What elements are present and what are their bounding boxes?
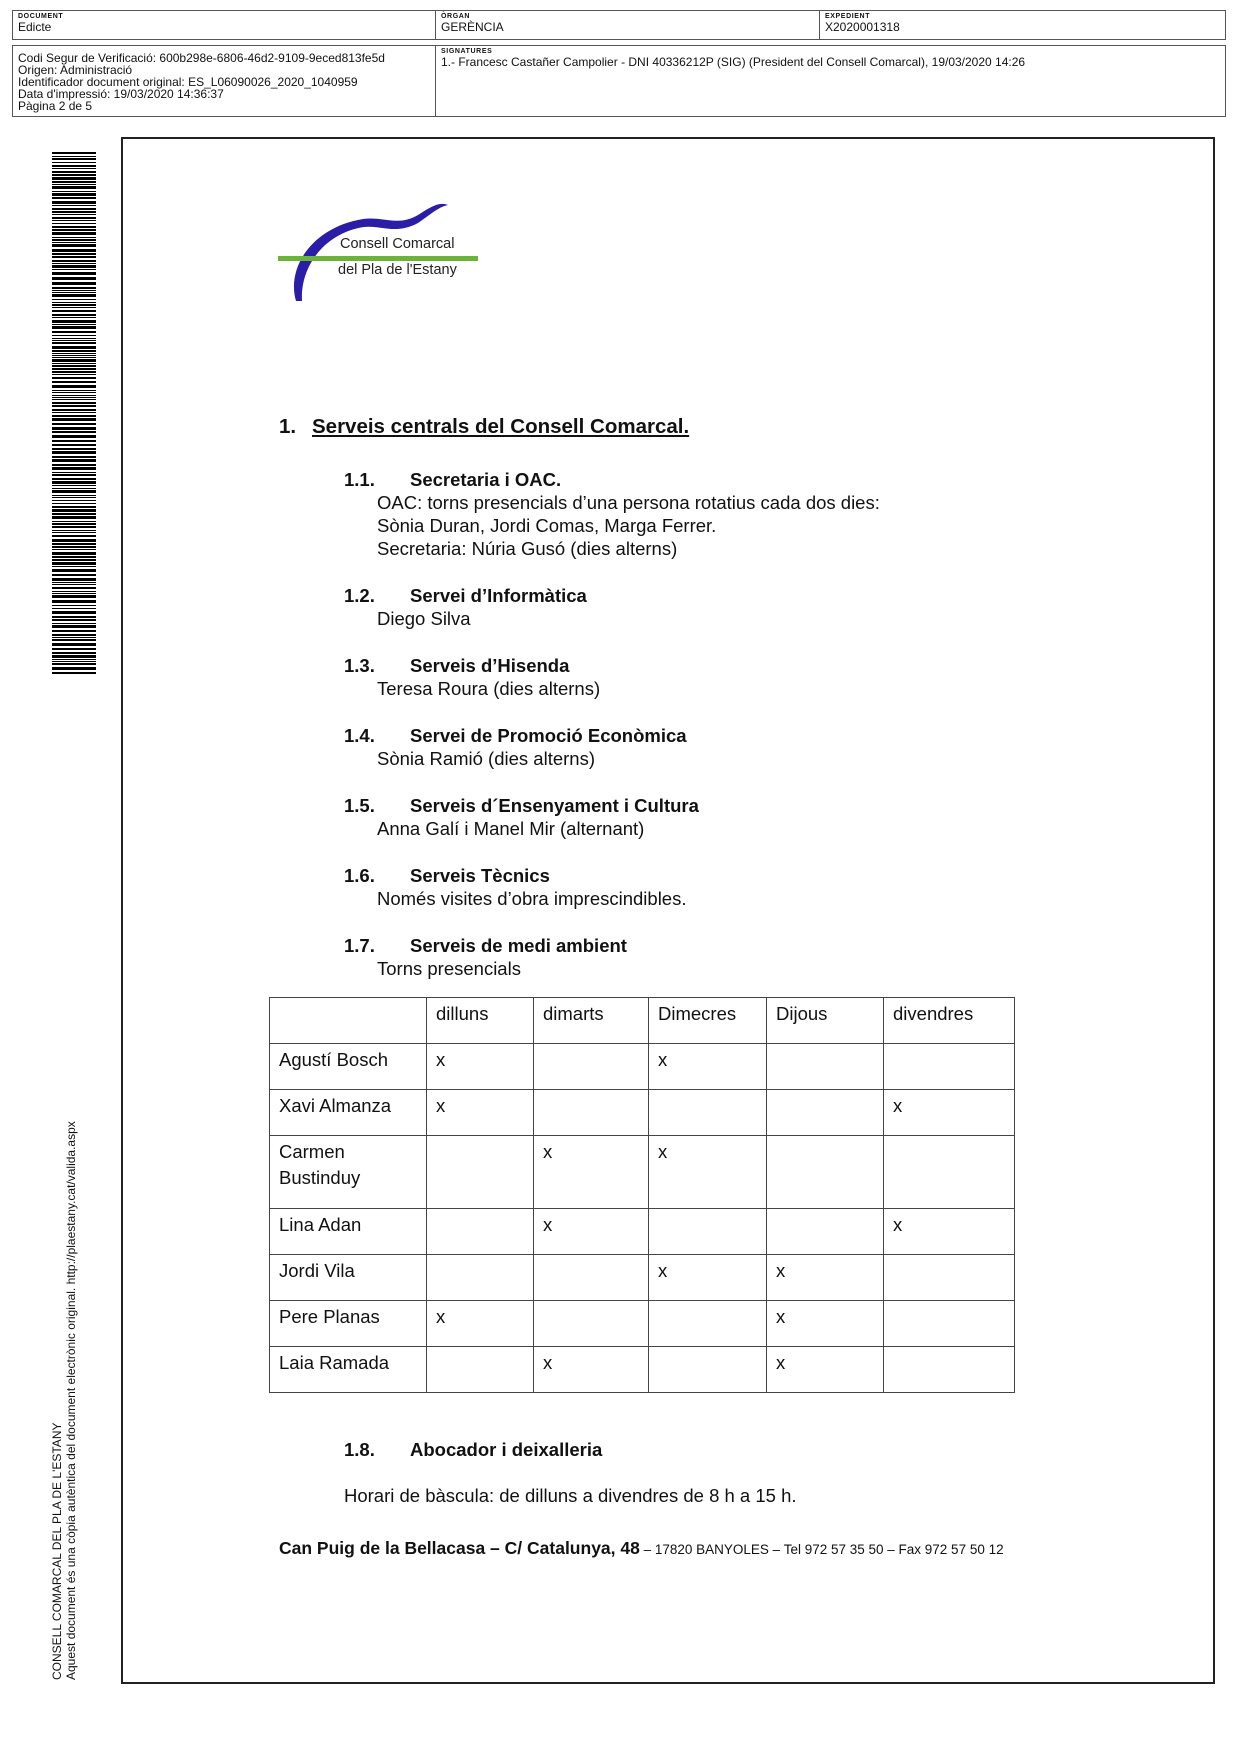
- table-cell: x: [534, 1347, 649, 1393]
- barcode-bar: [52, 427, 96, 430]
- table-cell: [534, 1301, 649, 1347]
- barcode-bar: [52, 431, 96, 433]
- barcode-bar: [52, 272, 96, 275]
- table-cell: [534, 1044, 649, 1090]
- barcode-bar: [52, 395, 96, 396]
- body-line: Sònia Duran, Jordi Comas, Marga Ferrer.: [377, 515, 717, 536]
- subsection-1-6-heading: 1.6. Serveis Tècnics: [344, 865, 550, 886]
- barcode-bar: [52, 177, 96, 180]
- table-cell: x: [427, 1301, 534, 1347]
- signatures-label: SIGNATURES: [441, 48, 493, 55]
- barcode-bar: [52, 513, 96, 515]
- barcode-bar: [52, 397, 96, 398]
- barcode-bar: [52, 643, 96, 646]
- barcode-bar: [52, 350, 96, 352]
- barcode-bar: [52, 587, 96, 589]
- organ-cell: [435, 11, 819, 39]
- barcode-bar: [52, 625, 96, 628]
- barcode-bar: [52, 191, 96, 192]
- table-cell: x: [649, 1136, 767, 1209]
- barcode-bar: [52, 440, 96, 442]
- identifier-text: Identificador document original: ES_L06090026_2020_1040959: [18, 75, 358, 89]
- barcode-bar: [52, 214, 96, 215]
- barcode-bar: [52, 365, 96, 367]
- consell-logo: [278, 197, 493, 307]
- barcode-bar: [52, 184, 96, 185]
- barcode-bar: [52, 481, 96, 484]
- csv-text: Codi Segur de Verificació: 600b298e-6806-46d2-9109-9eced813fe5d: [18, 51, 385, 65]
- barcode-bar: [52, 661, 96, 662]
- barcode-bar: [52, 448, 96, 450]
- table-cell: x: [427, 1090, 534, 1136]
- print-date-text: Data d'impressió: 19/03/2020 14:36:37: [18, 87, 224, 101]
- side-text-line-1: CONSELL COMARCAL DEL PLA DE L'ESTANY: [50, 1422, 64, 1680]
- subsection-1-1-heading: 1.1. Secretaria i OAC.: [344, 469, 562, 490]
- barcode-bar: [52, 156, 96, 157]
- barcode-bar: [52, 226, 96, 228]
- document-page: [121, 137, 1215, 1684]
- table-cell: [427, 1209, 534, 1255]
- table-cell: [884, 1136, 1015, 1209]
- body-line: OAC: torns presencials d’una persona rotatius cada dos dies:: [377, 492, 880, 513]
- barcode-bar: [52, 355, 96, 356]
- table-cell-name: Lina Adan: [270, 1209, 427, 1255]
- barcode-bar: [52, 371, 96, 373]
- barcode-bar: [52, 412, 96, 413]
- barcode-bar: [52, 346, 96, 349]
- barcode-bar: [52, 663, 96, 665]
- barcode-bar: [52, 181, 96, 183]
- barcode-bar: [52, 418, 96, 421]
- barcode-bar: [52, 326, 96, 329]
- table-cell: x: [649, 1044, 767, 1090]
- barcode-bar: [52, 152, 96, 154]
- table-header-cell: Dijous: [767, 998, 884, 1044]
- barcode-bar: [52, 205, 96, 206]
- barcode-bar: [52, 593, 96, 594]
- barcode-bar: [52, 302, 96, 303]
- side-text-line-2: Aquest document és una còpia autèntica del document electrònic original. http://plaestany.cat/valida.aspx: [64, 1121, 78, 1680]
- subsection-1-7-body: [377, 957, 521, 980]
- logo-line-2: del Pla de l'Estany: [338, 262, 457, 278]
- body-line: Secretaria: Núria Gusó (dies alterns): [377, 538, 678, 559]
- barcode-bar: [52, 467, 96, 470]
- table-header-cell: Dimecres: [649, 998, 767, 1044]
- barcode-bar: [52, 290, 96, 291]
- table-cell: x: [884, 1090, 1015, 1136]
- barcode-bar: [52, 282, 96, 285]
- header-top-box: [12, 10, 1226, 40]
- barcode-bar: [52, 497, 96, 498]
- barcode-bar: [52, 490, 96, 493]
- table-cell: [427, 1347, 534, 1393]
- barcode-bar: [52, 532, 96, 533]
- barcode-bar: [52, 451, 96, 454]
- barcode-bar: [52, 552, 96, 555]
- barcode-bar: [52, 652, 96, 654]
- barcode-bar: [52, 405, 96, 407]
- subsection-1-3-heading: 1.3. Serveis d’Hisenda: [344, 655, 570, 676]
- table-cell: x: [767, 1301, 884, 1347]
- barcode-bar: [52, 263, 96, 264]
- barcode-bar: [52, 569, 96, 572]
- barcode-bar: [52, 543, 96, 545]
- document-label: DOCUMENT: [18, 13, 64, 20]
- barcode-bar: [52, 634, 96, 636]
- table-row: [270, 1136, 1015, 1209]
- barcode-bar: [52, 239, 96, 241]
- barcode-bar: [52, 535, 96, 537]
- table-cell: x: [534, 1209, 649, 1255]
- barcode-bar: [52, 287, 96, 289]
- table-cell-name: Jordi Vila: [270, 1255, 427, 1301]
- table-cell: [884, 1347, 1015, 1393]
- side-validation-text: [50, 1121, 78, 1680]
- body-line: Torns presencials: [377, 958, 521, 979]
- table-cell: [649, 1347, 767, 1393]
- barcode-bar: [52, 478, 96, 480]
- barcode-bar: [52, 193, 96, 196]
- barcode-bar: [52, 523, 96, 525]
- barcode-bar: [52, 584, 96, 585]
- barcode-bar: [52, 503, 96, 504]
- table-header-row: [270, 998, 1015, 1044]
- table-cell-name: Agustí Bosch: [270, 1044, 427, 1090]
- barcode-bar: [52, 530, 96, 531]
- table-cell: [427, 1136, 534, 1209]
- footer-address: Can Puig de la Bellacasa – C/ Catalunya, 48: [279, 1538, 640, 1558]
- barcode-bar: [52, 399, 96, 400]
- expedient-value: X2020001318: [825, 20, 900, 34]
- body-line: Anna Galí i Manel Mir (alternant): [377, 818, 645, 839]
- document-value: Edicte: [18, 20, 52, 34]
- barcode-bar: [52, 338, 96, 339]
- barcode-bar: [52, 672, 96, 674]
- barcode-bar: [52, 485, 96, 486]
- barcode-bar: [52, 260, 96, 262]
- expedient-cell: [819, 11, 1225, 39]
- barcode-bar: [52, 500, 96, 501]
- barcode-bar: [52, 402, 96, 404]
- barcode-bar: [52, 314, 96, 316]
- table-cell: x: [534, 1136, 649, 1209]
- barcode-bar: [52, 648, 96, 650]
- barcode-bar: [52, 223, 96, 224]
- barcode-bar: [52, 546, 96, 548]
- table-cell-name: Pere Planas: [270, 1301, 427, 1347]
- table-row: [270, 1209, 1015, 1255]
- body-line: Diego Silva: [377, 608, 471, 629]
- barcode-bar: [52, 232, 96, 235]
- body-line: Teresa Roura (dies alterns): [377, 678, 601, 699]
- table-row: [270, 1044, 1015, 1090]
- barcode-bar: [52, 605, 96, 606]
- barcode-bar: [52, 359, 96, 362]
- barcode-bar: [52, 539, 96, 542]
- barcode-bar: [52, 506, 96, 508]
- barcode-bar: [52, 174, 96, 176]
- table-cell: [884, 1301, 1015, 1347]
- table-cell: [767, 1136, 884, 1209]
- barcode-bar: [52, 162, 96, 163]
- signatures-cell: [435, 46, 1225, 116]
- barcode-bar: [52, 342, 96, 344]
- logo-line-1: Consell Comarcal: [340, 236, 455, 252]
- barcode-bar: [52, 639, 96, 641]
- barcode-bar: [52, 269, 96, 270]
- table-cell: x: [427, 1044, 534, 1090]
- section-number: 1.: [279, 415, 297, 438]
- barcode-bar: [52, 317, 96, 318]
- barcode-bar: [52, 495, 96, 496]
- barcode-bar: [52, 456, 96, 458]
- barcode-bar: [52, 294, 96, 297]
- shift-table: [269, 997, 1015, 1393]
- table-cell-name: Xavi Almanza: [270, 1090, 427, 1136]
- barcode-bar: [52, 390, 96, 391]
- organ-label: ÒRGAN: [441, 13, 471, 20]
- barcode-bar: [52, 459, 96, 462]
- table-cell: [427, 1255, 534, 1301]
- barcode-bar: [52, 574, 96, 576]
- barcode-bar: [52, 331, 96, 333]
- barcode-bar: [52, 488, 96, 489]
- table-row: [270, 1301, 1015, 1347]
- barcode-bar: [52, 353, 96, 354]
- barcode-bar: [52, 385, 96, 388]
- barcode-bar: [52, 277, 96, 280]
- table-cell: [649, 1090, 767, 1136]
- barcode-bar: [52, 340, 96, 341]
- barcode-bar: [52, 158, 96, 160]
- subsection-1-2-body: [377, 607, 471, 630]
- barcode-bar: [52, 521, 96, 522]
- subsection-1-6-body: [377, 887, 686, 910]
- barcode-bar: [52, 444, 96, 446]
- header-meta-box: [12, 45, 1226, 117]
- subsection-1-3-body: [377, 677, 600, 700]
- table-cell-name: Carmen Bustinduy: [270, 1136, 427, 1209]
- barcode-bar: [52, 630, 96, 632]
- barcode-bar: [52, 655, 96, 658]
- barcode-bar: [52, 611, 96, 614]
- barcode-bar: [52, 667, 96, 670]
- table-header-cell: [270, 998, 427, 1044]
- barcode-bar: [52, 363, 96, 364]
- barcode-bar: [52, 211, 96, 213]
- table-cell: x: [767, 1347, 884, 1393]
- barcode-bar: [52, 324, 96, 325]
- barcode-bar: [52, 292, 96, 293]
- barcode-bar: [52, 229, 96, 231]
- page-footer: [279, 1538, 1004, 1559]
- barcode-bar: [52, 556, 96, 558]
- table-cell: [884, 1044, 1015, 1090]
- table-row: [270, 1090, 1015, 1136]
- barcode: [52, 152, 96, 674]
- barcode-bar: [52, 197, 96, 199]
- barcode-bar: [52, 244, 96, 247]
- footer-contact: – 17820 BANYOLES – Tel 972 57 35 50 – Fax 972 57 50 12: [639, 1542, 1004, 1557]
- table-cell: x: [767, 1255, 884, 1301]
- barcode-bar: [52, 549, 96, 550]
- table-cell: x: [649, 1255, 767, 1301]
- barcode-bar: [52, 310, 96, 312]
- barcode-bar: [52, 608, 96, 609]
- verification-cell: [13, 46, 435, 116]
- body-line: Sònia Ramió (dies alterns): [377, 748, 595, 769]
- barcode-bar: [52, 357, 96, 358]
- table-row: [270, 1255, 1015, 1301]
- barcode-bar: [52, 265, 96, 268]
- barcode-bar: [52, 304, 96, 306]
- page-number-text: Pàgina 2 de 5: [18, 99, 93, 113]
- subsection-1-2-heading: 1.2. Servei d’Informàtica: [344, 585, 587, 606]
- barcode-bar: [52, 623, 96, 624]
- table-cell: [767, 1090, 884, 1136]
- section-title: Serveis centrals del Consell Comarcal.: [312, 415, 690, 438]
- barcode-bar: [52, 381, 96, 383]
- table-cell: [767, 1209, 884, 1255]
- barcode-bar: [52, 186, 96, 189]
- subsection-1-4-heading: 1.4. Servei de Promoció Econòmica: [344, 725, 687, 746]
- barcode-bar: [52, 253, 96, 255]
- subsection-1-8-body: [344, 1484, 797, 1507]
- document-cell: [13, 11, 435, 39]
- barcode-bar: [52, 335, 96, 336]
- barcode-bar: [52, 256, 96, 258]
- logo-graphic: [278, 197, 493, 307]
- subsection-1-5-heading: 1.5. Serveis d´Ensenyament i Cultura: [344, 795, 699, 816]
- barcode-bar: [52, 578, 96, 581]
- barcode-bar: [52, 591, 96, 592]
- barcode-bar: [52, 299, 96, 300]
- signature-line: 1.- Francesc Castañer Campolier - DNI 40336212P (SIG) (President del Consell Comarcal), 19/03/2020 14:26: [441, 55, 1026, 69]
- table-cell: x: [884, 1209, 1015, 1255]
- barcode-bar: [52, 217, 96, 219]
- barcode-bar: [52, 377, 96, 379]
- barcode-bar: [52, 566, 96, 567]
- barcode-bar: [52, 526, 96, 528]
- table-cell: [534, 1255, 649, 1301]
- barcode-bar: [52, 509, 96, 512]
- barcode-bar: [52, 307, 96, 308]
- subsection-1-5-body: [377, 817, 644, 840]
- barcode-bar: [52, 201, 96, 204]
- subsection-1-4-body: [377, 747, 595, 770]
- table-header-cell: dimarts: [534, 998, 649, 1044]
- expedient-label: EXPEDIENT: [825, 13, 871, 20]
- organ-value: GERÈNCIA: [441, 20, 504, 34]
- barcode-bar: [52, 220, 96, 221]
- barcode-bar: [52, 237, 96, 238]
- table-cell: [534, 1090, 649, 1136]
- barcode-bar: [52, 464, 96, 466]
- barcode-bar: [52, 415, 96, 417]
- barcode-bar: [52, 600, 96, 603]
- barcode-bar: [52, 249, 96, 252]
- barcode-bar: [52, 559, 96, 561]
- barcode-bar: [52, 435, 96, 438]
- barcode-bar: [52, 637, 96, 638]
- table-row: [270, 1347, 1015, 1393]
- barcode-bar: [52, 165, 96, 167]
- barcode-bar: [52, 374, 96, 375]
- table-cell: [649, 1209, 767, 1255]
- table-header-cell: divendres: [884, 998, 1015, 1044]
- barcode-bar: [52, 208, 96, 210]
- barcode-bar: [52, 171, 96, 173]
- barcode-bar: [52, 659, 96, 660]
- barcode-bar: [52, 409, 96, 411]
- subsection-1-7-heading: 1.7. Serveis de medi ambient: [344, 935, 627, 956]
- barcode-bar: [52, 320, 96, 323]
- body-line: Només visites d’obra imprescindibles.: [377, 888, 687, 909]
- barcode-bar: [52, 562, 96, 565]
- subsection-1-8-heading: 1.8. Abocador i deixalleria: [344, 1439, 603, 1460]
- table-header-cell: dilluns: [427, 998, 534, 1044]
- table-cell: [884, 1255, 1015, 1301]
- barcode-bar: [52, 392, 96, 393]
- barcode-bar: [52, 582, 96, 583]
- barcode-bar: [52, 619, 96, 621]
- barcode-bar: [52, 472, 96, 473]
- barcode-bar: [52, 168, 96, 169]
- table-cell: [649, 1301, 767, 1347]
- origin-text: Origen: Administració: [18, 63, 133, 77]
- table-cell-name: Laia Ramada: [270, 1347, 427, 1393]
- barcode-bar: [52, 423, 96, 425]
- barcode-bar: [52, 368, 96, 370]
- barcode-bar: [52, 595, 96, 598]
- subsection-1-1-body: [377, 491, 880, 560]
- barcode-bar: [52, 616, 96, 618]
- table-cell: [767, 1044, 884, 1090]
- barcode-bar: [52, 242, 96, 243]
- barcode-bar: [52, 516, 96, 519]
- barcode-bar: [52, 474, 96, 476]
- section-heading: [279, 415, 689, 439]
- body-line: Horari de bàscula: de dilluns a divendres de 8 h a 15 h.: [344, 1485, 797, 1506]
